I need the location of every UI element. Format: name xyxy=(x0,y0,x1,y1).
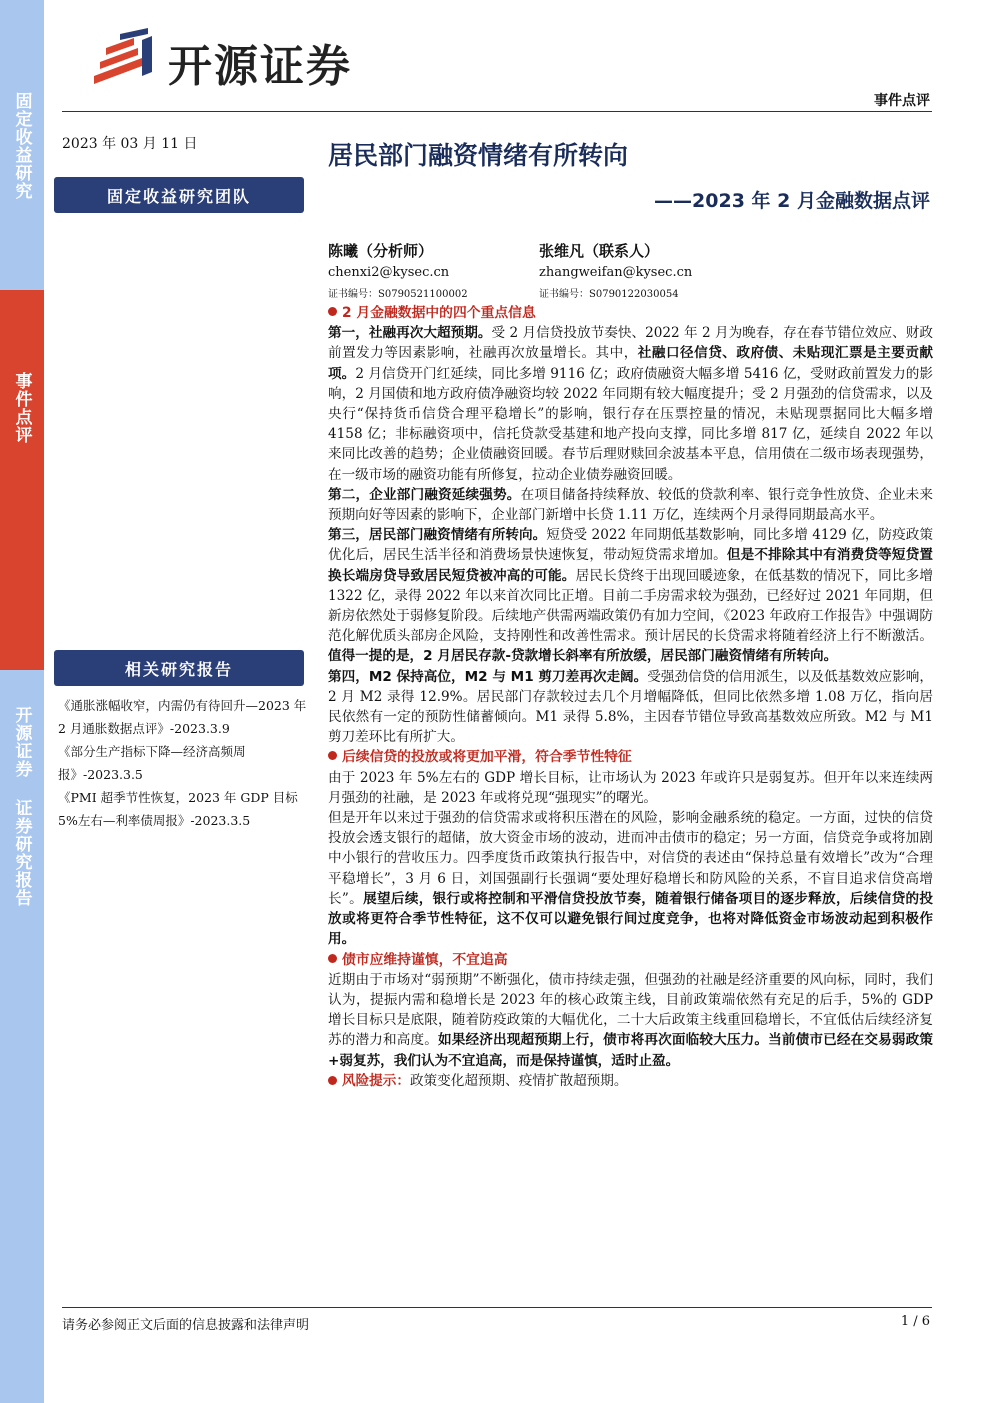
brand-logo-icon xyxy=(90,28,160,88)
author-email[interactable]: chenxi2@kysec.cn xyxy=(328,265,450,280)
paragraph: 第三，居民部门融资情绪有所转向。短贷受 2022 年同期低基数影响，同比多增 4129 亿，防疫政策优化后，居民生活半径和消费场景快速恢复，带动短贷需求增加。但是不排除其中有消费贷等短贷置换长端房贷导致居民短贷被冲高的可能。居民长贷终于出现回暖迹象，在低基数的情况下，同比多增 1322 亿，录得 2022 年以来首次同比正增。目前二手房需求较为强劲，已经好过 2021 年同期，但新房依然处于弱修复阶段。后续地产供需两端政策仍有加力空间，《2023 年政府工作报告》中强调防范化解优质头部房企风险，支持刚性和改善性需求。预计居民的长贷需求将随着经济上行不断激活。值得一提的是，2 月居民存款-贷款增长斜率有所放缓，居民部门融资情绪有所转向。 xyxy=(328,527,934,665)
page-title: 居民部门融资情绪有所转向 xyxy=(328,141,629,170)
paragraph: 第二，企业部门融资延续强势。在项目储备持续释放、较低的贷款利率、银行竞争性放贷、企业未来预期向好等因素的影响下，企业部门新增中长贷 1.11 万亿，连续两个月录得同期最高水平。 xyxy=(328,486,934,524)
author-cert: 证书编号：S0790521100002 xyxy=(328,289,468,300)
paragraph: 由于 2023 年 5%左右的 GDP 增长目标，让市场认为 2023 年或许只是弱复苏。但开年以来连续两月强劲的社融，是 2023 年或将兑现“强现实”的曙光。 xyxy=(328,769,933,806)
bullet-icon xyxy=(328,954,337,963)
author-name: 陈曦（分析师） xyxy=(328,242,434,260)
paragraph: 但是开年以来过于强劲的信贷需求或将积压潜在的风险，影响金融系统的稳定。一方面，过快的信贷投放会透支银行的超储，放大资金市场的波动，进而冲击债市的稳定；另一方面，信贷竞争或将加剧中小银行的营收压力。四季度货币政策执行报告中，对信贷的表述由“保持总量有效增长”改为“合理平稳增长”，3 月 6 日，刘国强副行长强调“要处理好稳增长和防风险的关系，不盲目追求信贷高增长”。展望后续，银行或将控制和平滑信贷投放节奏，随着银行储备项目的逐步释放，后续信贷的投放或将更符合季节性特征，这不仅可以避免银行间过度竞争，也将对降低资金市场波动起到积极作用。 xyxy=(328,810,934,948)
related-reports-label: 相关研究报告 xyxy=(54,650,304,686)
report-date: 2023 年 03 月 11 日 xyxy=(62,136,198,152)
author-email[interactable]: zhangweifan@kysec.cn xyxy=(539,265,693,280)
related-report-link[interactable]: 《通胀涨幅收窄，内需仍有待回升—2023 年 2 月通胀数据点评》-2023.3.9 xyxy=(58,698,307,736)
risk-note: 风险提示：政策变化超预期、疫情扩散超预期。 xyxy=(328,1071,933,1091)
report-type-tag: 事件点评 xyxy=(874,93,930,109)
paragraph: 第四，M2 保持高位，M2 与 M1 剪刀差再次走阔。受强劲信贷的信用派生，以及低基数效应影响，2 月 M2 录得 12.9%。居民部门存款较过去几个月增幅降低，但同比依然多增 1.08 万亿，指向居民依然有一定的预防性储蓄倾向。M1 录得 5.8%，主因春节错位导致高基数效应所致。M2 与 M1 剪刀差环比有所扩大。 xyxy=(328,668,933,746)
section-heading: 2 月金融数据中的四个重点信息 xyxy=(328,303,933,323)
paragraph: 第一，社融再次大超预期。受 2 月信贷投放节奏快、2022 年 2 月为晚春，存在春节错位效应、财政前置发力等因素影响，社融再次放量增长。其中，社融口径信贷、政府债、未贴现汇票是主要贡献项。2 月信贷开门红延续，同比多增 9116 亿；政府债融资大幅多增 5416 亿，受财政前置发力的影响，2 月国债和地方政府债净融资均较 2022 年同期有较大幅度提升；受 2 月强劲的信贷需求，以及央行“保持货币信贷合理平稳增长”的影响，银行存在压票控量的情况，未贴现票据同比大幅多增 4158 亿；非标融资项中，信托贷款受基建和地产投向支撑，同比多增 817 亿，延续自 2022 年以来同比改善的趋势；企业债融资回暖。春节后理财赎回余波基本平息，信用债在二级市场表现强势，在一级市场的融资功能有所修复，拉动企业债券融资回暖。 xyxy=(328,325,934,483)
author-cert: 证书编号：S0790122030054 xyxy=(539,289,679,300)
related-report-link[interactable]: 《PMI 超季节性恢复，2023 年 GDP 目标 5%左右—利率债周报》-2023.3.5 xyxy=(58,790,298,828)
sidebar-mid-label: 事件点评 xyxy=(11,372,32,444)
related-reports-list xyxy=(58,694,308,832)
sidebar-bottom-label: 开源证券 证券研究报告 xyxy=(11,706,32,907)
report-body xyxy=(328,303,933,1091)
author-card xyxy=(539,240,692,306)
author-card xyxy=(328,240,468,306)
header-divider xyxy=(62,111,932,112)
section-heading: 后续信贷的投放或将更加平滑，符合季节性特征 xyxy=(328,747,933,767)
related-report-link[interactable]: 《部分生产指标下降—经济高频周报》-2023.3.5 xyxy=(58,744,246,782)
author-name: 张维凡（联系人） xyxy=(539,242,660,260)
bullet-icon xyxy=(328,307,337,316)
page-subtitle: ——2023 年 2 月金融数据点评 xyxy=(654,190,930,212)
sidebar-top-label: 固定收益研究 xyxy=(11,92,32,200)
bullet-icon xyxy=(328,751,337,760)
team-label-box: 固定收益研究团队 xyxy=(54,177,304,213)
bullet-icon xyxy=(328,1076,337,1085)
brand-name: 开源证券 xyxy=(168,41,352,92)
paragraph: 近期由于市场对“弱预期”不断强化，债市持续走强，但强劲的社融是经济重要的风向标，同时，我们认为，提振内需和稳增长是 2023 年的核心政策主线，目前政策端依然有充足的后手，5%的 GDP 增长目标只是底限，随着防疫政策的大幅优化，二十大后政策主线重回稳增长，不宜低估后续经济复苏的潜力和高度。如果经济出现超预期上行，债市将再次面临较大压力。当前债市已经在交易弱政策+弱复苏，我们认为不宜追高，而是保持谨慎，适时止盈。 xyxy=(328,971,933,1069)
footer-disclaimer: 请务必参阅正文后面的信息披露和法律声明 xyxy=(62,1318,310,1333)
footer-divider xyxy=(62,1307,932,1308)
page-number: 1 / 6 xyxy=(900,1314,930,1329)
section-heading: 债市应维持谨慎，不宜追高 xyxy=(328,950,933,970)
